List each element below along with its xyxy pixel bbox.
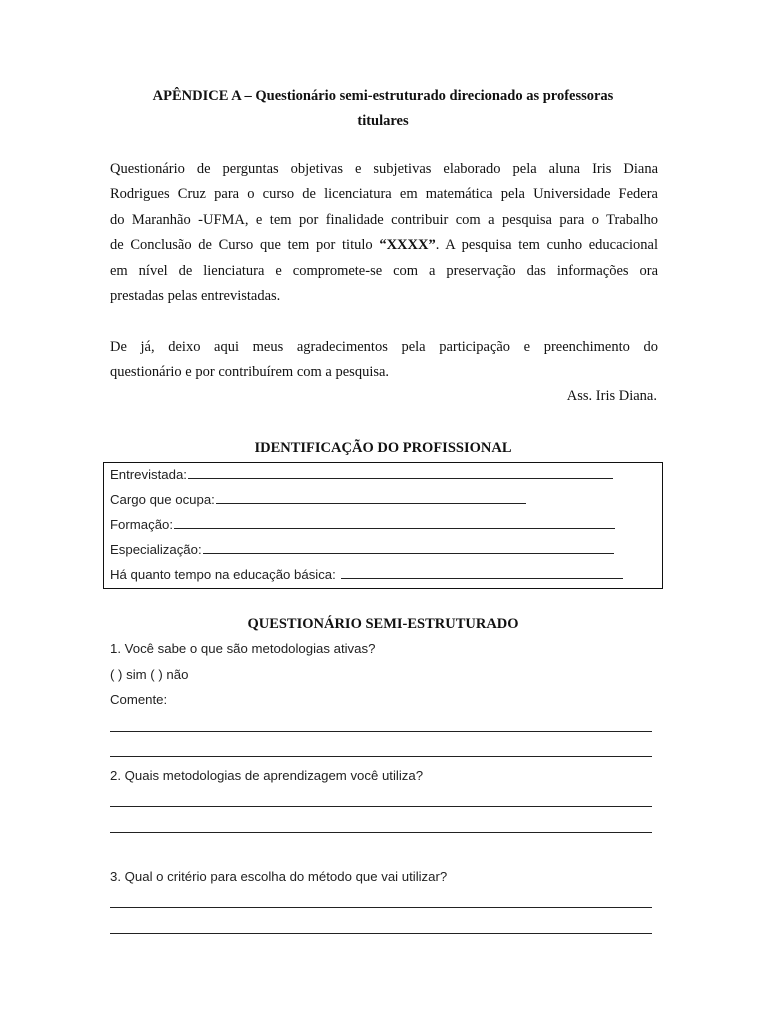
- questionnaire-heading: QUESTIONÁRIO SEMI-ESTRUTURADO: [247, 616, 519, 632]
- fill-line[interactable]: [341, 565, 623, 579]
- field-entrevistada[interactable]: [110, 465, 613, 482]
- question-2: 2. Quais metodologias de aprendizagem você utiliza?: [110, 768, 424, 783]
- intro-paragraph: [110, 157, 658, 309]
- answer-line[interactable]: [110, 832, 652, 833]
- fill-line[interactable]: [216, 490, 526, 504]
- fill-line[interactable]: [188, 465, 613, 479]
- intro-line: em nível de lienciatura e compromete-se com a preservação das informações ora: [110, 262, 658, 279]
- question-1-comment-label: Comente:: [110, 692, 168, 707]
- intro-line-title: [110, 233, 658, 258]
- question-3: 3. Qual o critério para escolha do método que vai utilizar?: [110, 869, 448, 884]
- fill-line[interactable]: [174, 515, 615, 529]
- field-label: Cargo que ocupa:: [110, 492, 215, 507]
- answer-line[interactable]: [110, 756, 652, 757]
- signature: Ass. Iris Diana.: [566, 388, 657, 404]
- fill-line[interactable]: [203, 540, 614, 554]
- intro-line: do Maranhão -UFMA, e tem por finalidade contribuir com a pesquisa para o Trabalho: [110, 211, 658, 228]
- identification-box: [103, 462, 663, 589]
- thanks-line: questionário e por contribuírem com a pesquisa.: [110, 364, 390, 381]
- answer-line[interactable]: [110, 731, 652, 732]
- thesis-title-placeholder: “XXXX”: [379, 237, 436, 254]
- answer-line[interactable]: [110, 806, 652, 807]
- intro-line: prestadas pelas entrevistadas.: [110, 288, 281, 305]
- field-label: Entrevistada:: [110, 467, 187, 482]
- appendix-title-line-2: titulares: [357, 113, 409, 129]
- field-tempo-educacao[interactable]: [110, 565, 623, 582]
- field-label: Há quanto tempo na educação básica:: [110, 567, 336, 582]
- intro-line: Questionário de perguntas objetivas e subjetivas elaborado pela aluna Iris Diana: [110, 161, 658, 177]
- field-label: Especialização:: [110, 542, 202, 557]
- answer-line[interactable]: [110, 907, 652, 908]
- appendix-title: [110, 84, 656, 134]
- question-1-options[interactable]: ( ) sim ( ) não: [110, 667, 189, 682]
- answer-line[interactable]: [110, 933, 652, 934]
- field-especializacao[interactable]: [110, 540, 614, 557]
- question-1: 1. Você sabe o que são metodologias ativas?: [110, 641, 376, 656]
- thanks-line: De já, deixo aqui meus agradecimentos pela participação e preenchimento do: [110, 339, 658, 355]
- intro-line: Rodrigues Cruz para o curso de licenciatura em matemática pela Universidade Federa: [110, 186, 658, 203]
- intro-line-text: de Conclusão de Curso que tem por titulo “XXXX”. A pesquisa tem cunho educacional: [110, 237, 658, 254]
- thanks-paragraph: [110, 335, 658, 386]
- identification-heading: IDENTIFICAÇÃO DO PROFISSIONAL: [254, 440, 512, 456]
- field-formacao[interactable]: [110, 515, 615, 532]
- field-label: Formação:: [110, 517, 174, 532]
- appendix-title-line-1: APÊNDICE A – Questionário semi-estruturado direcionado as professoras: [152, 88, 614, 104]
- field-cargo[interactable]: [110, 490, 526, 507]
